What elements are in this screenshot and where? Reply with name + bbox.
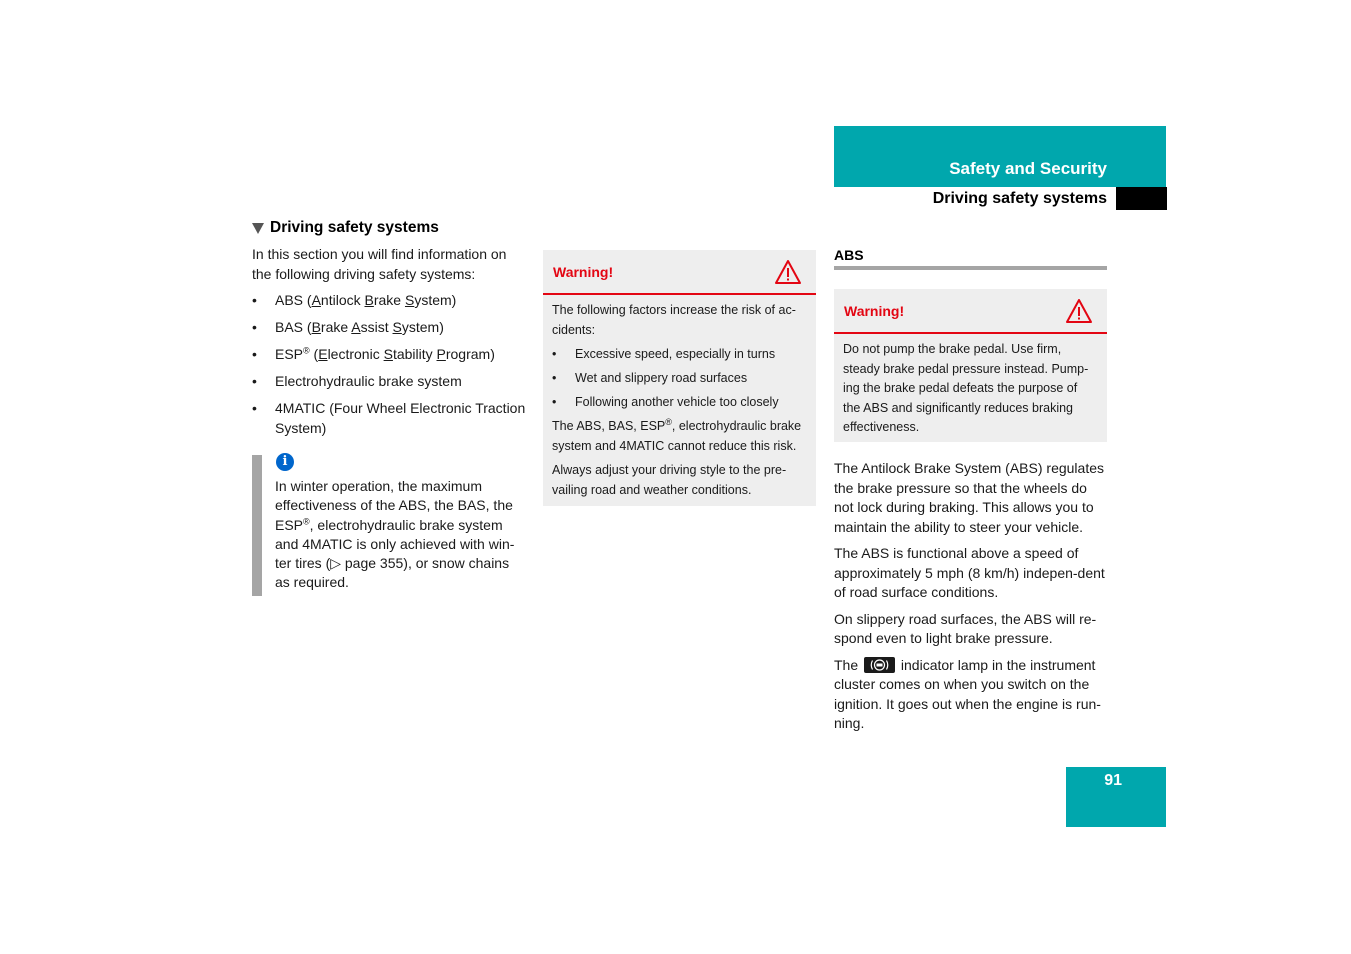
abs-description [834, 459, 1109, 741]
list-item: • Wet and slippery road surfaces [552, 369, 807, 389]
list-item-4matic: • 4MATIC (Four Wheel Electronic Traction System) [252, 399, 527, 438]
warning-body [543, 295, 816, 514]
warning-label: Warning! [553, 264, 614, 280]
warning-paragraph: The ABS, BAS, ESP®, electrohydraulic brake system and 4MATIC cannot reduce this risk. [552, 416, 802, 453]
warning-header [543, 250, 816, 295]
list-item-ehb: • Electrohydraulic brake system [252, 372, 527, 392]
info-note-text: In winter operation, the maximum effectiveness of the ABS, the BAS, the ESP®, electrohydraulic brake system and 4MATIC is only achieved with win-ter tires (▷ page 355), or snow chains as required. [275, 478, 515, 591]
warning-header [834, 289, 1107, 334]
section-heading [252, 219, 439, 237]
heading-rule [834, 266, 1107, 270]
risk-factor-list [552, 345, 807, 413]
warning-box-risk-factors [543, 250, 816, 506]
warning-text: Do not pump the brake pedal. Use firm, steady brake pedal pressure instead. Pump-ing the brake pedal defeats the purpose of the ABS and significantly reduces braking effectiveness. [843, 342, 1089, 435]
page-number: 91 [1104, 772, 1122, 789]
warning-paragraph: Always adjust your driving style to the pre-vailing road and weather conditions. [552, 463, 787, 497]
list-item: • Following another vehicle too closely [552, 393, 807, 413]
warning-intro: The following factors increase the risk of ac-cidents: [552, 303, 796, 337]
abs-paragraph: The Antilock Brake System (ABS) regulates the brake pressure so that the wheels do not lock during braking. This allows you to maintain the ability to steer your vehicle. [834, 460, 1104, 535]
warning-triangle-icon [1065, 298, 1093, 324]
list-item-abs: • ABS (Antilock Brake System) [252, 291, 527, 311]
list-item: • Excessive speed, especially in turns [552, 345, 807, 365]
abs-paragraph: On slippery road surfaces, the ABS will re-spond even to light brake pressure. [834, 610, 1097, 646]
info-note-bar [252, 455, 262, 596]
list-item-bas: • BAS (Brake Assist System) [252, 318, 527, 338]
triangle-down-icon [252, 223, 264, 234]
warning-label: Warning! [844, 303, 905, 319]
abs-indicator-lamp-icon [864, 657, 895, 673]
warning-body [834, 334, 1107, 451]
intro-paragraph: In this section you will find information on the following driving safety systems: [252, 246, 507, 282]
chapter-title: Safety and Security [949, 159, 1107, 178]
info-icon: i [276, 453, 294, 471]
abs-heading: ABS [834, 247, 864, 263]
warning-triangle-icon [774, 259, 802, 285]
section-heading-text: Driving safety systems [270, 219, 439, 236]
list-item-esp: • ESP® (Electronic Stability Program) [252, 345, 527, 365]
warning-box-brake-pedal [834, 289, 1107, 442]
abs-paragraph: The ABS is functional above a speed of approximately 5 mph (8 km/h) indepen-dent of road surface conditions. [834, 545, 1105, 600]
abs-paragraph: The indicator lamp in the instrument cluster comes on when you switch on the ignition. It goes out when the engine is run-ning. [834, 656, 1101, 731]
systems-list [252, 291, 527, 446]
section-title: Driving safety systems [932, 190, 1107, 207]
section-tab-marker [1116, 187, 1167, 210]
